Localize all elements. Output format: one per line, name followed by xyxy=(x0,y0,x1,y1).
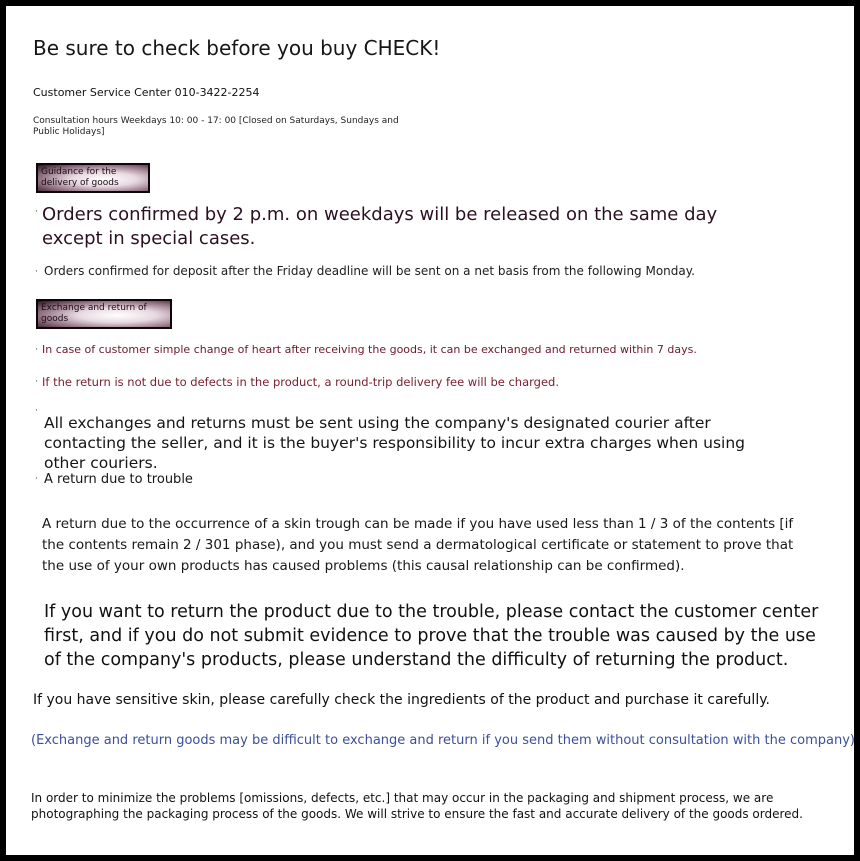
bullet-delivery-1: · xyxy=(35,207,38,217)
consultation-hours: Consultation hours Weekdays 10: 00 - 17: 00 [Closed on Saturdays, Sundays and Public Holidays] xyxy=(33,116,399,137)
bullet-delivery-2: · xyxy=(35,267,38,277)
delivery-guidance-badge: Guidance for the delivery of goods xyxy=(36,163,150,193)
same-day-release-text: Orders confirmed by 2 p.m. on weekdays will be released on the same day except in special cases. xyxy=(42,204,718,249)
packaging-notice: In order to minimize the problems [omissions, defects, etc.] that may occur in the packaging and shipment process, we are photographing the packaging process of the goods. We will strive to ensure the fast and accurate delivery of the goods ordered. xyxy=(31,791,803,821)
designated-courier-text: All exchanges and returns must be sent using the company's designated courier after contacting the seller, and it is the buyer's responsibility to incur extra charges when using other couriers. xyxy=(44,414,745,472)
exchange-return-badge: Exchange and return of goods xyxy=(36,299,172,329)
delivery-fee-text: If the return is not due to defects in the product, a round-trip delivery fee will be charged. xyxy=(42,375,559,389)
page-title: Be sure to check before you buy CHECK! xyxy=(33,36,441,60)
contact-customer-center-text: If you want to return the product due to the trouble, please contact the customer center first, and if you do not submit evidence to prove that the trouble was caused by the use of the company's products, please understand the difficulty of returning the product. xyxy=(44,602,819,670)
bullet-exchange-2: · xyxy=(35,377,38,387)
customer-service-phone: Customer Service Center 010-3422-2254 xyxy=(33,86,260,99)
skin-trough-text: A return due to the occurrence of a skin trough can be made if you have used less than 1 / 3 of the contents [if the contents remain 2 / 301 phase), and you must send a dermatological certificate or statement to prove that the use of your own products has caused problems (this causal relationship can be confirmed). xyxy=(42,516,794,574)
bullet-exchange-3: · xyxy=(35,406,38,416)
sensitive-skin-text: If you have sensitive skin, please carefully check the ingredients of the product and purchase it carefully. xyxy=(33,692,770,708)
bullet-exchange-4: · xyxy=(35,474,38,484)
change-of-heart-text: In case of customer simple change of heart after receiving the goods, it can be exchanged and returned within 7 days. xyxy=(42,343,697,356)
trouble-return-heading: A return due to trouble xyxy=(44,472,193,487)
bullet-exchange-1: · xyxy=(35,345,38,355)
consultation-note: (Exchange and return goods may be difficult to exchange and return if you send them without consultation with the company) xyxy=(31,733,855,748)
friday-deadline-text: Orders confirmed for deposit after the Friday deadline will be sent on a net basis from the following Monday. xyxy=(44,264,695,278)
notice-panel xyxy=(6,6,854,855)
